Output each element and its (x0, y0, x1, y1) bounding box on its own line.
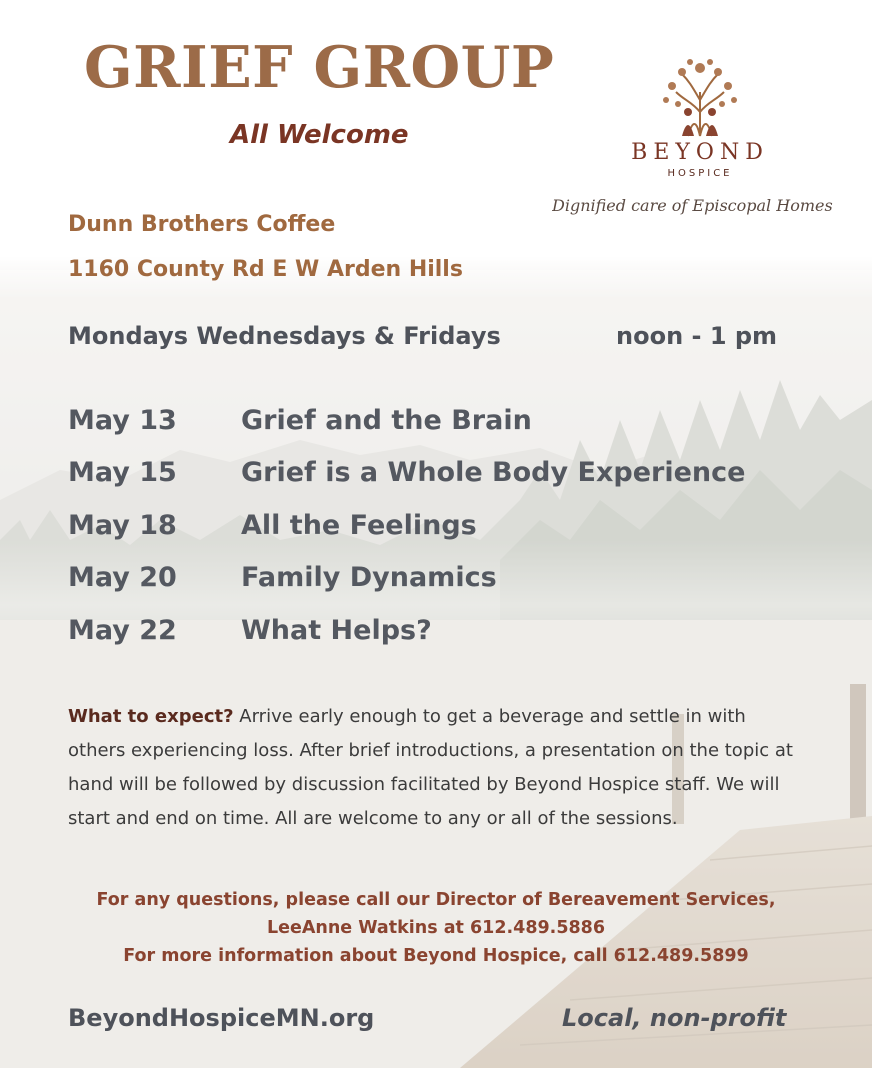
session-topic: Grief is a Whole Body Experience (241, 457, 746, 488)
meeting-time: noon - 1 pm (616, 322, 778, 350)
nonprofit-label: Local, non-profit (562, 1004, 787, 1032)
beyond-hospice-logo (600, 48, 800, 188)
contact-line: For more information about Beyond Hospice, call 612.489.5899 (123, 946, 749, 966)
flyer-subtitle: All Welcome (230, 120, 409, 150)
meeting-days: Mondays Wednesdays & Fridays (68, 322, 501, 350)
venue-address: 1160 County Rd E W Arden Hills (68, 257, 463, 282)
session-topic: Family Dynamics (241, 562, 497, 593)
session-topic: Grief and the Brain (241, 405, 532, 436)
logo-name: BEYOND (631, 140, 769, 165)
flyer-title: GRIEF GROUP (84, 34, 555, 101)
session-date: May 18 (68, 510, 177, 541)
contact-line: LeeAnne Watkins at 612.489.5886 (266, 918, 606, 938)
logo-subtitle: HOSPICE (667, 168, 733, 179)
what-to-expect-body: Arrive early enough to get a beverage and settle in with others experiencing loss. After brief introductions, a presentation on the topic at hand will be followed by discussion facilitated by Beyond Hospice staff. We will start and end on time. All are welcome to any or all of the sessions. (68, 706, 793, 829)
session-topic: What Helps? (241, 615, 432, 646)
contact-line: For any questions, please call our Director of Bereavement Services, (96, 890, 776, 910)
what-to-expect-heading: What to expect? (68, 706, 234, 727)
what-to-expect-paragraph (68, 700, 808, 836)
session-date: May 20 (68, 562, 177, 593)
logo-tagline: Dignified care of Episcopal Homes (552, 196, 833, 215)
session-date: May 13 (68, 405, 177, 436)
venue-name: Dunn Brothers Coffee (68, 212, 336, 237)
session-date: May 15 (68, 457, 177, 488)
website-link[interactable]: BeyondHospiceMN.org (68, 1004, 375, 1032)
session-topic: All the Feelings (241, 510, 477, 541)
tree-people-logo-icon (652, 52, 748, 142)
session-date: May 22 (68, 615, 177, 646)
